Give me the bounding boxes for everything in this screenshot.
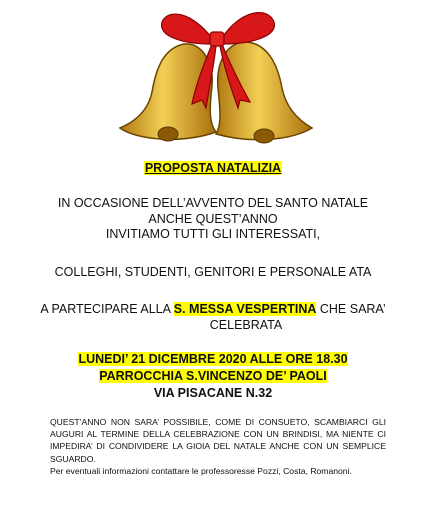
- audience-line: COLLEGHI, STUDENTI, GENITORI E PERSONALE ATA: [54, 265, 372, 279]
- intro-line: IN OCCASIONE DELL’AVVENTO DEL SANTO NATALE: [57, 196, 369, 210]
- intro-block: [0, 196, 426, 243]
- event-place: PARROCCHIA S.VINCENZO DE’ PAOLI: [99, 369, 327, 383]
- invite-line-2: CELEBRATA: [209, 318, 283, 332]
- page-title: [0, 161, 426, 175]
- notes-contact: Per eventuali informazioni contattare le professoresse Pozzi, Costa, Romanoni.: [50, 465, 352, 476]
- invite-after: CHE SARA’: [316, 302, 386, 316]
- right-bell-icon: [216, 42, 312, 143]
- page-title-text: PROPOSTA NATALIZIA: [144, 161, 282, 175]
- notes-paragraph: QUEST’ANNO NON SARA’ POSSIBILE, COME DI CONSUETO, SCAMBIARCI GLI AUGURI AL TERMINE DELLA CELEBRAZIONE CON UN BRINDISI, MA NIENTE CI IMPEDIRA’ DI CONDIVIDERE LA GIOIA DEL NATALE ANCHE CON UN SEMPLICE SGUARDO.: [50, 417, 386, 464]
- mass-highlight: S. MESSA VESPERTINA: [173, 302, 317, 316]
- intro-line: ANCHE QUEST’ANNO: [148, 211, 278, 226]
- notes-block: [50, 416, 386, 477]
- intro-line: INVITIAMO TUTTI GLI INTERESSATI,: [105, 227, 321, 241]
- invite-line-1: [0, 301, 426, 317]
- invite-block: [0, 301, 426, 333]
- event-address: VIA PISACANE N.32: [153, 386, 273, 400]
- christmas-bells-icon: [112, 4, 322, 154]
- invite-before: A PARTECIPARE ALLA: [40, 302, 174, 316]
- event-details: [0, 351, 426, 402]
- event-date: LUNEDI’ 21 DICEMBRE 2020 ALLE ORE 18.30: [78, 352, 348, 366]
